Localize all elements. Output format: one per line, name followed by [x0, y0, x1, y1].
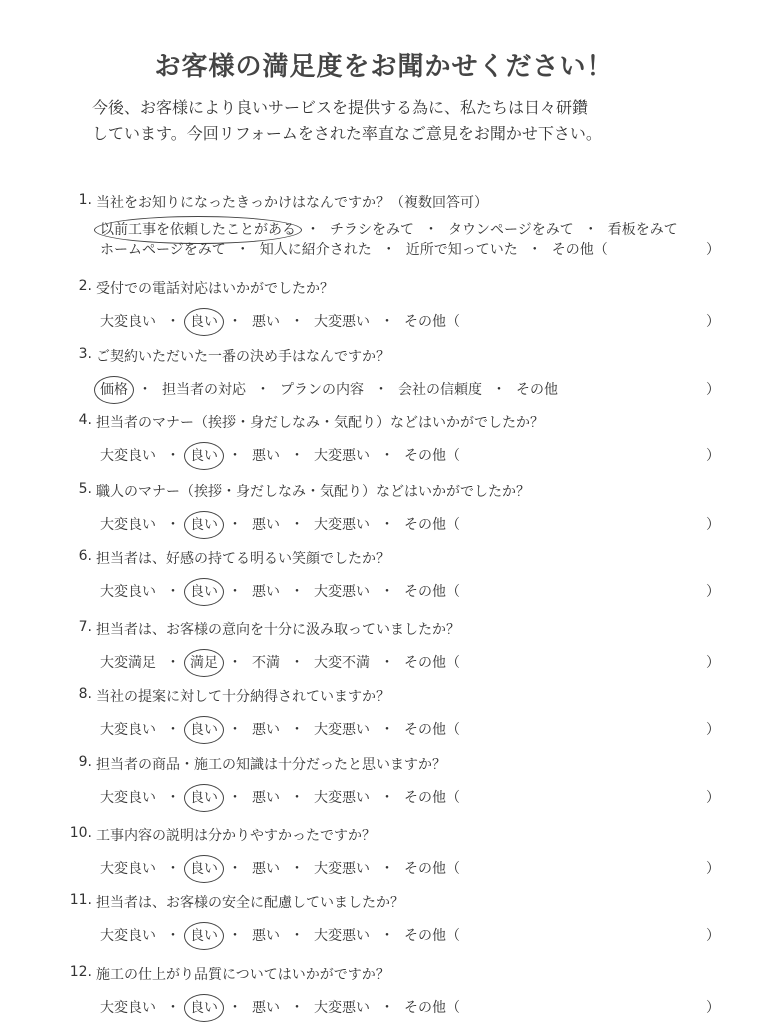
- answer-option[interactable]: 大変悪い: [314, 584, 370, 600]
- separator-dot: ・: [166, 1000, 180, 1016]
- intro-text: [92, 95, 712, 147]
- question-number: 2.: [78, 278, 92, 294]
- answer-row: [100, 998, 720, 1018]
- answer-row: [100, 240, 720, 260]
- separator-dot: ・: [380, 448, 394, 464]
- question-text: [52, 754, 712, 774]
- question-number: 4.: [78, 412, 92, 428]
- separator-dot: ・: [166, 314, 180, 330]
- separator-dot: ・: [380, 928, 394, 944]
- answer-option-selected[interactable]: 良い: [190, 448, 218, 464]
- separator-dot: ・: [256, 382, 270, 398]
- answer-row: [100, 926, 720, 946]
- close-paren: ）: [706, 722, 720, 738]
- separator-dot: ・: [380, 584, 394, 600]
- question-number: 5.: [78, 481, 92, 497]
- separator-dot: ・: [166, 584, 180, 600]
- answer-option[interactable]: タウンページをみて: [448, 222, 574, 238]
- answer-row: [100, 788, 720, 808]
- separator-dot: ・: [380, 517, 394, 533]
- answer-option[interactable]: 大変悪い: [314, 448, 370, 464]
- question-text: [52, 548, 712, 568]
- separator-dot: ・: [228, 790, 242, 806]
- answer-option-selected[interactable]: 以前工事を依頼したことがある: [100, 222, 296, 238]
- answer-option[interactable]: その他（: [404, 928, 460, 944]
- separator-dot: ・: [138, 382, 152, 398]
- question-label: 受付での電話対応はいかがでしたか？: [96, 281, 334, 297]
- answer-option[interactable]: その他（: [551, 242, 608, 258]
- answer-option[interactable]: 大変良い: [100, 928, 156, 944]
- answer-option[interactable]: 悪い: [252, 517, 280, 533]
- close-paren: ）: [706, 655, 720, 671]
- separator-dot: ・: [583, 222, 598, 238]
- separator-dot: ・: [228, 314, 242, 330]
- question-number: 3.: [78, 346, 92, 362]
- question-number: 12.: [69, 964, 92, 980]
- separator-dot: ・: [228, 448, 242, 464]
- answer-row: [100, 582, 720, 602]
- answer-option[interactable]: 知人に紹介された: [259, 242, 372, 258]
- question-1: [52, 192, 720, 260]
- question-7: [52, 619, 720, 673]
- question-number: 7.: [78, 619, 92, 635]
- answer-options: [100, 582, 720, 602]
- question-text: [52, 346, 712, 366]
- answer-option[interactable]: その他（: [404, 655, 460, 671]
- separator-dot: ・: [166, 722, 180, 738]
- separator-dot: ・: [228, 655, 242, 671]
- answer-row: [100, 720, 720, 740]
- answer-option-selected[interactable]: 良い: [190, 790, 218, 806]
- separator-dot: ・: [290, 861, 304, 877]
- answer-option[interactable]: 大変良い: [100, 861, 156, 877]
- separator-dot: ・: [306, 222, 320, 238]
- question-number: 6.: [78, 548, 92, 564]
- answer-option-selected[interactable]: 良い: [190, 722, 218, 738]
- separator-dot: ・: [228, 584, 242, 600]
- answer-option[interactable]: 悪い: [252, 448, 280, 464]
- separator-dot: ・: [166, 448, 180, 464]
- separator-dot: ・: [290, 517, 304, 533]
- answer-row: [100, 859, 720, 879]
- answer-option[interactable]: チラシをみて: [330, 222, 414, 238]
- answer-option[interactable]: その他（: [404, 584, 460, 600]
- separator-dot: ・: [527, 242, 542, 258]
- separator-dot: ・: [228, 928, 242, 944]
- answer-row: [100, 515, 720, 535]
- separator-dot: ・: [228, 861, 242, 877]
- separator-dot: ・: [228, 722, 242, 738]
- separator-dot: ・: [374, 382, 388, 398]
- question-label: 当社の提案に対して十分納得されていますか？: [96, 689, 390, 705]
- separator-dot: ・: [166, 517, 180, 533]
- answer-option-selected[interactable]: 良い: [190, 928, 218, 944]
- answer-option-selected[interactable]: 価格: [100, 382, 128, 398]
- answer-option-selected[interactable]: 良い: [190, 1000, 218, 1016]
- answer-option[interactable]: 大変良い: [100, 448, 156, 464]
- separator-dot: ・: [290, 584, 304, 600]
- answer-option[interactable]: 大変良い: [100, 314, 156, 330]
- answer-option[interactable]: 近所で知っていた: [405, 242, 518, 258]
- answer-option[interactable]: 大変悪い: [314, 722, 370, 738]
- answer-options: [100, 788, 720, 808]
- answer-option[interactable]: その他（: [404, 1000, 460, 1016]
- separator-dot: ・: [290, 928, 304, 944]
- answer-option-selected[interactable]: 良い: [190, 314, 218, 330]
- answer-option[interactable]: 担当者の対応: [162, 382, 246, 398]
- close-paren: ）: [706, 242, 720, 258]
- answer-option[interactable]: 大変良い: [100, 722, 156, 738]
- answer-option[interactable]: 大変良い: [100, 1000, 156, 1016]
- answer-option[interactable]: 会社の信頼度: [398, 382, 482, 398]
- answer-option[interactable]: 悪い: [252, 314, 280, 330]
- separator-dot: ・: [235, 242, 250, 258]
- separator-dot: ・: [380, 790, 394, 806]
- question-text: [52, 892, 712, 912]
- question-3: [52, 346, 720, 400]
- separator-dot: ・: [290, 655, 304, 671]
- separator-dot: ・: [290, 790, 304, 806]
- separator-dot: ・: [166, 655, 180, 671]
- answer-option[interactable]: 悪い: [252, 1000, 280, 1016]
- question-label: 職人のマナー（挨拶・身だしなみ・気配り）などはいかがでしたか？: [96, 484, 530, 500]
- separator-dot: ・: [380, 1000, 394, 1016]
- separator-dot: ・: [380, 861, 394, 877]
- question-number: 11.: [69, 892, 92, 908]
- answer-row: [100, 380, 720, 400]
- question-label: ご契約いただいた一番の決め手はなんですか？: [96, 349, 390, 365]
- question-label: 担当者は、お客様の意向を十分に汲み取っていましたか？: [96, 622, 460, 638]
- answer-option[interactable]: 看板をみて: [607, 222, 678, 238]
- question-text: [52, 481, 712, 501]
- survey-title: お客様の満足度をお聞かせください！: [154, 52, 614, 82]
- question-6: [52, 548, 720, 602]
- answer-option[interactable]: 悪い: [252, 861, 280, 877]
- question-10: [52, 825, 720, 879]
- answer-option[interactable]: 大変良い: [100, 517, 156, 533]
- question-11: [52, 892, 720, 946]
- intro-line-1: 今後、お客様により良いサービスを提供する為に、私たちは日々研鑽: [92, 98, 589, 117]
- question-text: [52, 619, 712, 639]
- question-2: [52, 278, 720, 332]
- question-label: 工事内容の説明は分かりやすかったですか？: [96, 828, 376, 844]
- separator-dot: ・: [380, 314, 394, 330]
- answer-options: [100, 926, 720, 946]
- answer-row: [100, 653, 720, 673]
- answer-row: [100, 446, 720, 466]
- separator-dot: ・: [166, 861, 180, 877]
- question-label: 施工の仕上がり品質についてはいかがですか？: [96, 967, 390, 983]
- separator-dot: ・: [166, 790, 180, 806]
- answer-option[interactable]: その他: [516, 382, 558, 398]
- question-text: [52, 278, 712, 298]
- answer-option[interactable]: その他（: [404, 314, 460, 330]
- answer-option[interactable]: その他（: [404, 722, 460, 738]
- answer-option[interactable]: その他（: [404, 861, 460, 877]
- answer-options: [100, 998, 720, 1018]
- question-label: 担当者のマナー（挨拶・身だしなみ・気配り）などはいかがでしたか？: [96, 415, 544, 431]
- separator-dot: ・: [228, 1000, 242, 1016]
- question-label: 担当者の商品・施工の知識は十分だったと思いますか？: [96, 757, 446, 773]
- question-number: 10.: [69, 825, 92, 841]
- answer-options: [100, 220, 720, 260]
- answer-option[interactable]: 大変悪い: [314, 790, 370, 806]
- answer-option[interactable]: その他（: [404, 448, 460, 464]
- answer-options: [100, 312, 720, 332]
- answer-option[interactable]: 悪い: [252, 790, 280, 806]
- question-label: 当社をお知りになったきっかけはなんですか？（複数回答可）: [96, 195, 488, 211]
- separator-dot: ・: [290, 314, 304, 330]
- answer-option[interactable]: 悪い: [252, 722, 280, 738]
- answer-option[interactable]: 悪い: [252, 928, 280, 944]
- answer-row: [100, 312, 720, 332]
- answer-option-selected[interactable]: 満足: [190, 655, 218, 671]
- answer-option[interactable]: 大変悪い: [314, 861, 370, 877]
- question-number: 1.: [78, 192, 92, 208]
- answer-options: [100, 446, 720, 466]
- answer-option[interactable]: 悪い: [252, 584, 280, 600]
- answer-option[interactable]: その他（: [404, 790, 460, 806]
- close-paren: ）: [706, 928, 720, 944]
- separator-dot: ・: [380, 722, 394, 738]
- question-4: [52, 412, 720, 466]
- separator-dot: ・: [424, 222, 438, 238]
- answer-option[interactable]: ホームページをみて: [100, 242, 226, 258]
- question-12: [52, 964, 720, 1018]
- close-paren: ）: [706, 1000, 720, 1016]
- answer-option-selected[interactable]: 良い: [190, 584, 218, 600]
- question-label: 担当者は、好感の持てる明るい笑顔でしたか？: [96, 551, 390, 567]
- question-text: [52, 825, 712, 845]
- close-paren: ）: [706, 314, 720, 330]
- close-paren: ）: [706, 448, 720, 464]
- question-text: [52, 192, 712, 212]
- separator-dot: ・: [492, 382, 506, 398]
- separator-dot: ・: [380, 655, 394, 671]
- close-paren: ）: [706, 382, 720, 398]
- intro-line-2: しています。今回リフォームをされた率直なご意見をお聞かせ下さい。: [92, 124, 602, 143]
- answer-option[interactable]: 大変良い: [100, 790, 156, 806]
- question-number: 8.: [78, 686, 92, 702]
- separator-dot: ・: [290, 1000, 304, 1016]
- answer-option[interactable]: 不満: [252, 655, 280, 671]
- separator-dot: ・: [290, 448, 304, 464]
- answer-option[interactable]: 大変悪い: [314, 928, 370, 944]
- separator-dot: ・: [290, 722, 304, 738]
- question-text: [52, 686, 712, 706]
- question-label: 担当者は、お客様の安全に配慮していましたか？: [96, 895, 404, 911]
- answer-option[interactable]: 大変不満: [314, 655, 370, 671]
- question-text: [52, 964, 712, 984]
- answer-options: [100, 515, 720, 535]
- answer-option[interactable]: その他（: [404, 517, 460, 533]
- separator-dot: ・: [228, 517, 242, 533]
- answer-option-selected[interactable]: 良い: [190, 517, 218, 533]
- answer-option[interactable]: 大変悪い: [314, 1000, 370, 1016]
- answer-row: [100, 220, 720, 240]
- question-number: 9.: [78, 754, 92, 770]
- answer-option[interactable]: 大変悪い: [314, 517, 370, 533]
- close-paren: ）: [706, 790, 720, 806]
- answer-option[interactable]: 大変良い: [100, 584, 156, 600]
- answer-options: [100, 859, 720, 879]
- answer-option[interactable]: プランの内容: [280, 382, 364, 398]
- answer-option[interactable]: 大変満足: [100, 655, 156, 671]
- question-5: [52, 481, 720, 535]
- question-9: [52, 754, 720, 808]
- answer-options: [100, 653, 720, 673]
- separator-dot: ・: [381, 242, 396, 258]
- close-paren: ）: [706, 861, 720, 877]
- answer-options: [100, 380, 720, 400]
- question-8: [52, 686, 720, 740]
- answer-options: [100, 720, 720, 740]
- question-text: [52, 412, 712, 432]
- close-paren: ）: [706, 517, 720, 533]
- answer-option[interactable]: 大変悪い: [314, 314, 370, 330]
- close-paren: ）: [706, 584, 720, 600]
- separator-dot: ・: [166, 928, 180, 944]
- answer-option-selected[interactable]: 良い: [190, 861, 218, 877]
